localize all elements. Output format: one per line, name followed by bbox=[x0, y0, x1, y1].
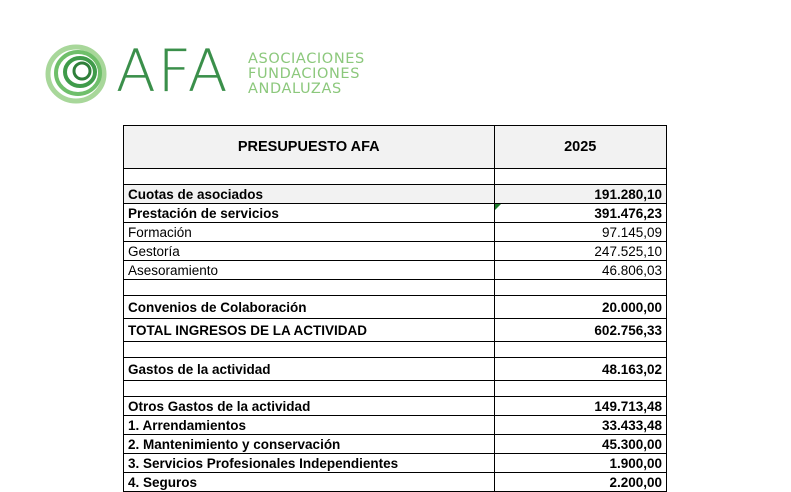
table-row bbox=[124, 435, 667, 454]
row-value: 46.806,03 bbox=[494, 261, 667, 280]
row-value: 20.000,00 bbox=[494, 296, 667, 319]
row-value: 602.756,33 bbox=[494, 319, 667, 342]
row-value: 48.163,02 bbox=[494, 358, 667, 381]
row-label: TOTAL INGRESOS DE LA ACTIVIDAD bbox=[124, 319, 495, 342]
row-value: 391.476,23 bbox=[494, 204, 667, 223]
table-row bbox=[124, 416, 667, 435]
budget-table bbox=[123, 125, 667, 492]
table-row bbox=[124, 204, 667, 223]
row-label: Formación bbox=[124, 223, 495, 242]
row-value: 191.280,10 bbox=[494, 185, 667, 204]
table-row bbox=[124, 261, 667, 280]
table-row bbox=[124, 296, 667, 319]
swirl-logo-icon bbox=[44, 42, 110, 106]
row-label: Convenios de Colaboración bbox=[124, 296, 495, 319]
row-value: 247.525,10 bbox=[494, 242, 667, 261]
row-label: 4. Seguros bbox=[124, 473, 495, 492]
row-label: Asesoramiento bbox=[124, 261, 495, 280]
table-row bbox=[124, 454, 667, 473]
spacer-row bbox=[124, 342, 667, 358]
logo-line-2: FUNDACIONES bbox=[248, 66, 361, 82]
spacer-row bbox=[124, 381, 667, 397]
table-row bbox=[124, 242, 667, 261]
spacer-row bbox=[124, 169, 667, 185]
row-value: 149.713,48 bbox=[494, 397, 667, 416]
row-label: 2. Mantenimiento y conservación bbox=[124, 435, 495, 454]
afa-logo bbox=[44, 37, 404, 106]
row-label: 1. Arrendamientos bbox=[124, 416, 495, 435]
table-row bbox=[124, 223, 667, 242]
header-label: PRESUPUESTO AFA bbox=[124, 126, 495, 169]
row-label: Otros Gastos de la actividad bbox=[124, 397, 495, 416]
table-row bbox=[124, 473, 667, 492]
row-label: 3. Servicios Profesionales Independientes bbox=[124, 454, 495, 473]
row-value: 45.300,00 bbox=[494, 435, 667, 454]
logo-line-1: ASOCIACIONES bbox=[248, 51, 365, 67]
row-value: 33.433,48 bbox=[494, 416, 667, 435]
header-year: 2025 bbox=[494, 126, 667, 169]
spacer-row bbox=[124, 280, 667, 296]
row-value: 1.900,00 bbox=[494, 454, 667, 473]
table-row bbox=[124, 185, 667, 204]
row-label: Gastos de la actividad bbox=[124, 358, 495, 381]
row-label: Prestación de servicios bbox=[124, 204, 495, 223]
table-header-row bbox=[124, 126, 667, 169]
row-value: 97.145,09 bbox=[494, 223, 667, 242]
logo-acronym: AFA bbox=[116, 37, 230, 105]
table-row bbox=[124, 358, 667, 381]
table-row bbox=[124, 397, 667, 416]
logo-line-3: ANDALUZAS bbox=[248, 81, 342, 97]
table-row-total bbox=[124, 319, 667, 342]
row-value: 2.200,00 bbox=[494, 473, 667, 492]
logo-subtitle bbox=[248, 52, 365, 97]
row-label: Gestoría bbox=[124, 242, 495, 261]
row-label: Cuotas de asociados bbox=[124, 185, 495, 204]
